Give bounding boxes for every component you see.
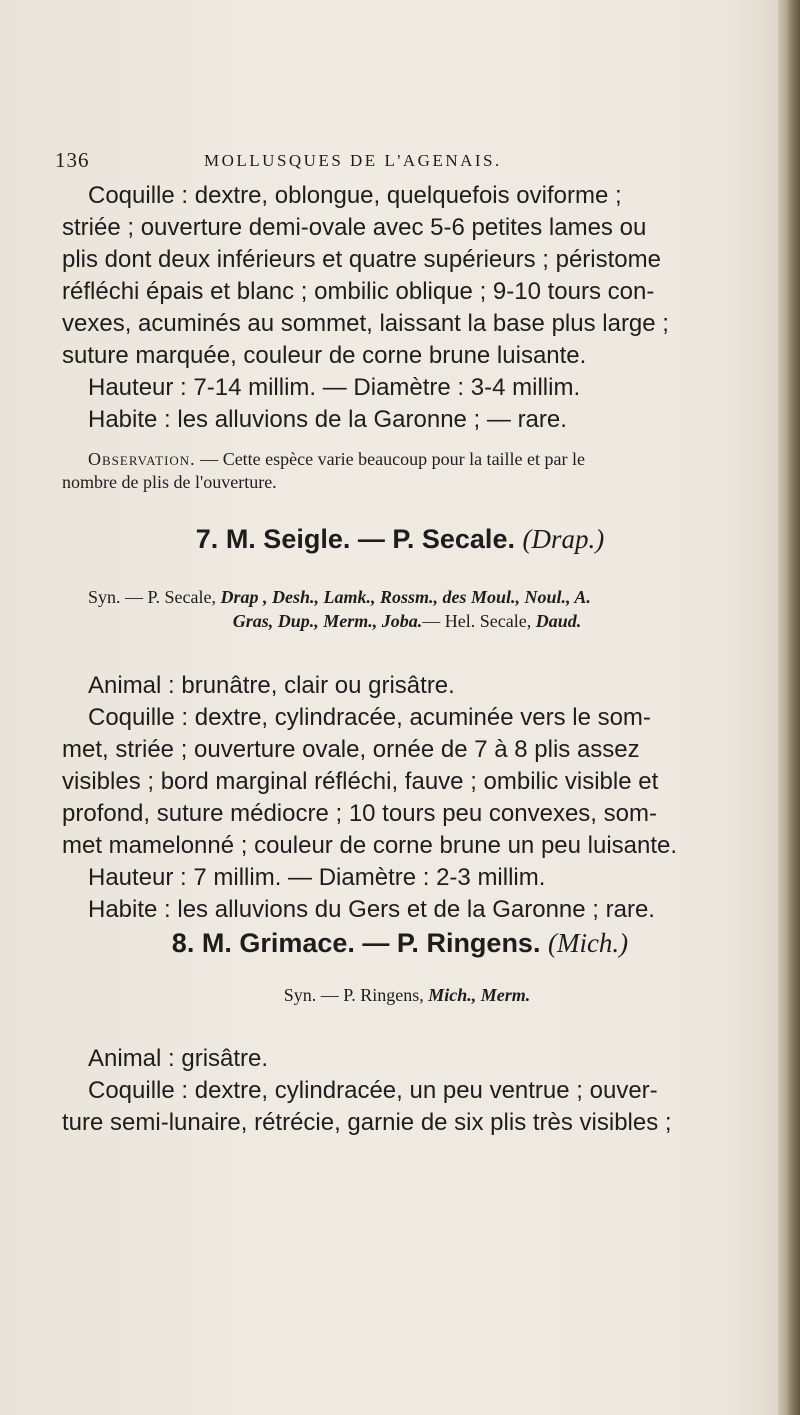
page-edge-shadow xyxy=(778,0,800,1415)
species-number: 8. xyxy=(171,928,195,958)
species-7-description xyxy=(62,670,742,926)
text-line: profond, suture médiocre ; 10 tours peu convexes, som- xyxy=(62,800,657,827)
syn-authors: Drap , Desh., Lamk., Rossm., des Moul., Noul., A. xyxy=(220,587,591,607)
syn-authors: Gras, Dup., Merm., Joba. xyxy=(232,611,423,631)
species-author: (Mich.) xyxy=(547,928,629,958)
species-8-heading xyxy=(0,928,800,959)
text-line: vexes, acuminés au sommet, laissant la base plus large ; xyxy=(62,310,669,337)
species-number: 7. xyxy=(195,524,219,554)
observation-text: nombre de plis de l'ouverture. xyxy=(62,472,277,492)
text-line: ture semi-lunaire, rétrécie, garnie de six plis très visibles ; xyxy=(62,1109,672,1136)
habitat-line: Habite : les alluvions de la Garonne ; — rare. xyxy=(88,406,567,433)
syn-authors: Daud. xyxy=(535,611,582,631)
text-line: suture marquée, couleur de corne brune luisante. xyxy=(62,342,587,369)
species-7-heading xyxy=(0,524,800,555)
text-line: réfléchi épais et blanc ; ombilic oblique ; 9-10 tours con- xyxy=(62,278,655,305)
text-line: Coquille : dextre, cylindracée, un peu ventrue ; ouver- xyxy=(88,1077,658,1104)
previous-species-description xyxy=(62,180,742,436)
page-header xyxy=(0,148,800,178)
text-line: Animal : grisâtre. xyxy=(88,1045,269,1072)
text-line: striée ; ouverture demi-ovale avec 5-6 petites lames ou xyxy=(62,214,647,241)
species-8-description xyxy=(62,1043,742,1139)
text-line: met, striée ; ouverture ovale, ornée de 7 à 8 plis assez xyxy=(62,736,640,763)
page-number: 136 xyxy=(55,148,90,172)
syn-text: — Hel. Secale, xyxy=(422,611,536,631)
text-line: met mamelonné ; couleur de corne brune un peu luisante. xyxy=(62,832,678,859)
observation-text: — Cette espèce varie beaucoup pour la taille et par le xyxy=(195,449,586,469)
dimensions-line: Hauteur : 7-14 millim. — Diamètre : 3-4 millim. xyxy=(88,374,581,401)
text-line: Animal : brunâtre, clair ou grisâtre. xyxy=(88,672,455,699)
running-title: MOLLUSQUES DE L'AGENAIS. xyxy=(204,151,502,170)
text-line: Coquille : dextre, oblongue, quelquefois oviforme ; xyxy=(88,182,622,209)
text-line: visibles ; bord marginal réfléchi, fauve ; ombilic visible et xyxy=(62,768,659,795)
text-line: Coquille : dextre, cylindracée, acuminée vers le som- xyxy=(88,704,651,731)
species-name: M. Grimace. — P. Ringens. xyxy=(201,928,541,958)
species-8-synonymy xyxy=(62,983,752,1007)
species-7-synonymy xyxy=(62,585,752,633)
habitat-line: Habite : les alluvions du Gers et de la Garonne ; rare. xyxy=(88,896,655,923)
observation-note xyxy=(62,448,742,494)
syn-text: Syn. — P. Secale, xyxy=(88,587,221,607)
dimensions-line: Hauteur : 7 millim. — Diamètre : 2-3 millim. xyxy=(88,864,546,891)
observation-label: Observation. xyxy=(88,449,196,469)
species-author: (Drap.) xyxy=(522,524,605,554)
syn-authors: Mich., Merm. xyxy=(428,985,531,1005)
text-line: plis dont deux inférieurs et quatre supérieurs ; péristome xyxy=(62,246,661,273)
syn-text: Syn. — P. Ringens, xyxy=(283,985,429,1005)
species-name: M. Seigle. — P. Secale. xyxy=(225,524,515,554)
